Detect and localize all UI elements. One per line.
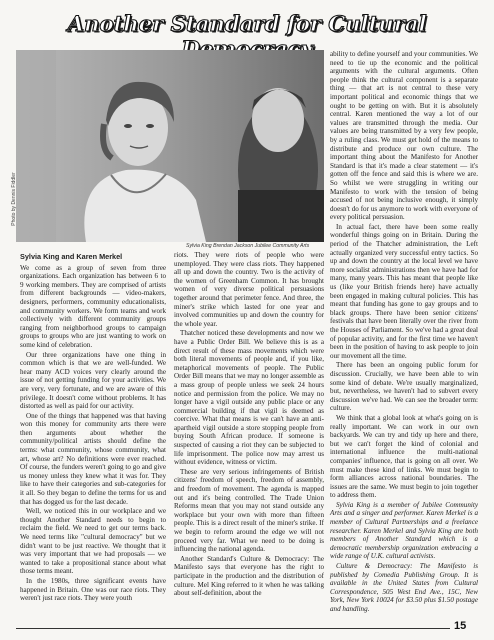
paragraph: riots. They were riots of people who were unemployed. They were class riots. They happened all up and down the country. Two is the activity of the women of Greenham Common. It has brought women of very diverse political persuasions together around that perimeter fence. And three, the miner's strike which lasted for one year and involved communities up and down the country for the whole year. (174, 251, 324, 328)
footer-rule (16, 628, 450, 629)
paragraph: Our three organizations have one thing in common which is that we are well-funded. We hear many ACD voices very clearly around the issue of not getting funding for your activities. We are very, very fortunate, and we are aware of this privilege. It doesn't come without problems. It has distorted as well as paid for our activity. (20, 350, 166, 411)
photo-image (16, 50, 324, 242)
article-photo (16, 50, 324, 242)
article-column-2 (174, 251, 324, 599)
paragraph: In the 1980s, three significant events have happened in Britain. One was our race riots. They weren't just race riots. They were youth (20, 576, 166, 603)
page-number: 15 (454, 620, 467, 632)
paragraph: ability to define yourself and your communities. We need to tie up the economic and the political arguments with the cultural arguments. Often people think the cultural component is a separate thing — that art is not central to these very important political and economic things that we ought to be getting on with. But it is absolutely central. Karen mentioned the way a lot of our values are transmitted through the media. Our values are being transmitted by a very few people, by a ruling class. We must get hold of the means to distribute and produce our own culture. The important thing about the Manifesto for Another Standard is that it's made a clear statement — it's gotten off the fence and said this is where we are. So whilst we were struggling in writing our Manifesto to work with the tension of being accused of not being inclusive enough, it simply doesn't do for us anymore to work with everyone of every political persuasion. (330, 50, 478, 222)
paragraph: There has been an ongoing public forum for discussion. Crucially, we have been able to win some kind of debate. We're usually marginalized, but, nevertheless, we haven't had to subvert every discussion we've had. We can see the broader term: culture. (330, 361, 478, 413)
photo-caption: Sylvia King Brendan Jackson Jubilee Community Arts (186, 243, 310, 249)
paragraph: Another Standard's Culture & Democracy: The Manifesto says that everyone has the right to participate in the production and the distribution of culture. Mel King referred to it when he was talking about self-definition, about the (174, 554, 324, 598)
byline: Sylvia King and Karen Merkel (20, 252, 123, 261)
paragraph: Thatcher noticed these developments and now we have a Public Order Bill. We believe this is as a direct result of these mass movements which were both literal movements of people and, if you like, metaphorical movements of people. The Public Order Bill means that we may no longer assemble as a mass group of people unless we seek 24 hours notice and permission from the police. We may no longer have a vigil outside any public place or any commercial building if that vigil is deemed as coercive. What that means is we can't have an anti-apartheid vigil outside a store stopping people from buying South African produce. If someone is suspected of causing a riot they can be subjected to life imprisonment. The police now may arrest us without evidence, witness or victim. (174, 329, 324, 467)
paragraph: Well, we noticed this in our workplace and we thought Another Standard needs to begin to reclaim the field. We need to get our terms back. We need terms like "cultural democracy" but we didn't want to be just reactive. We thought that it was very important that we had proposals — we wanted to take a propositional stance about what those terms meant. (20, 507, 166, 576)
author-bio: Sylvia King is a member of Jubilee Community Arts and a singer and performer. Karen Merkel is a member of Cultural Partnerships and a freelance researcher. Karen Merkel and Sylvia King are both members of Another Standard which is a democratic membership organization embracing a wide range of U.K. cultural activists. (330, 500, 478, 561)
photo-credit: Photo by Dennis Fiddler (11, 172, 17, 226)
article-column-3 (330, 50, 478, 615)
paragraph: One of the things that happened was that having won this money for community arts there were then arguments about whether the community/political artists should define the terms: what community, whose community, what art, whose art? No definitions were ever reached. Of course, the funders weren't going to go and give us money unless they knew what it was for. They like to have their categories and sub-categories for it all. So they began to define the terms for us and that has dogged us for the last decade. (20, 411, 166, 506)
paragraph: We think that a global look at what's going on is really important. We can work in our own backyards. We can try and tidy up here and there, but we can't forget the kind of colonial and international influence the multi-national companies' influence, that is going on all over. We must make these kind of links. We must begin to form alliances across national boundaries. The issues are the same. We must begin to join together to address them. (330, 413, 478, 500)
article-column-1 (20, 253, 166, 604)
paragraph: In actual fact, there have been some really wonderful things going on in Britain. During the period of the Thatcher administration, the Left actually organized very successful entry tactics. So up and down the country at the local level we have more socialist administrations then we have had for many, many years. This has meant that people like us (like your British friends here) have actually been engaged in making cultural policies. This has meant that funding has gone to gay groups and to black groups. There have been senior citizens' festivals that have been literally over the river from the Houses of Parliament. So we've had a great deal of popular activity, and for the first time we haven't been in the position of having to ask people to join our movement all the time. (330, 222, 478, 360)
paragraph: These are very serious infringements of British citizens' freedom of speech, freedom of assembly, and freedom of movement. The agenda is mapped out and it's being controlled. The Trade Union Reforms mean that you may not stand outside any workplace but your own with more than fifteen people. This is a direct result of the miner's strike. If we begin to reform around the edge we will not proceed very far. What we need to be doing is influencing the national agenda. (174, 467, 324, 554)
publication-note: Culture & Democracy: The Manifesto is published by Comedia Publishing Group. It is available in the United States from Cultural Correspondence, 505 West End Ave., 15C, New York, New York 10024 for $3.50 plus $1.50 postage and handling. (330, 562, 478, 613)
article-title: Another Standard for Cultural (67, 12, 427, 37)
paragraph: We come as a group of seven from three organizations. Each organization has between 6 to 9 working members. They are comprised of artists from different backgrounds — video-makers, designers, performers, community educationalists, and community workers. We form teams and work collectively with different community groups ranging from neighborhood groups to campaign groups to groups who are just wanting to work on some kind of celebration. (20, 263, 166, 349)
